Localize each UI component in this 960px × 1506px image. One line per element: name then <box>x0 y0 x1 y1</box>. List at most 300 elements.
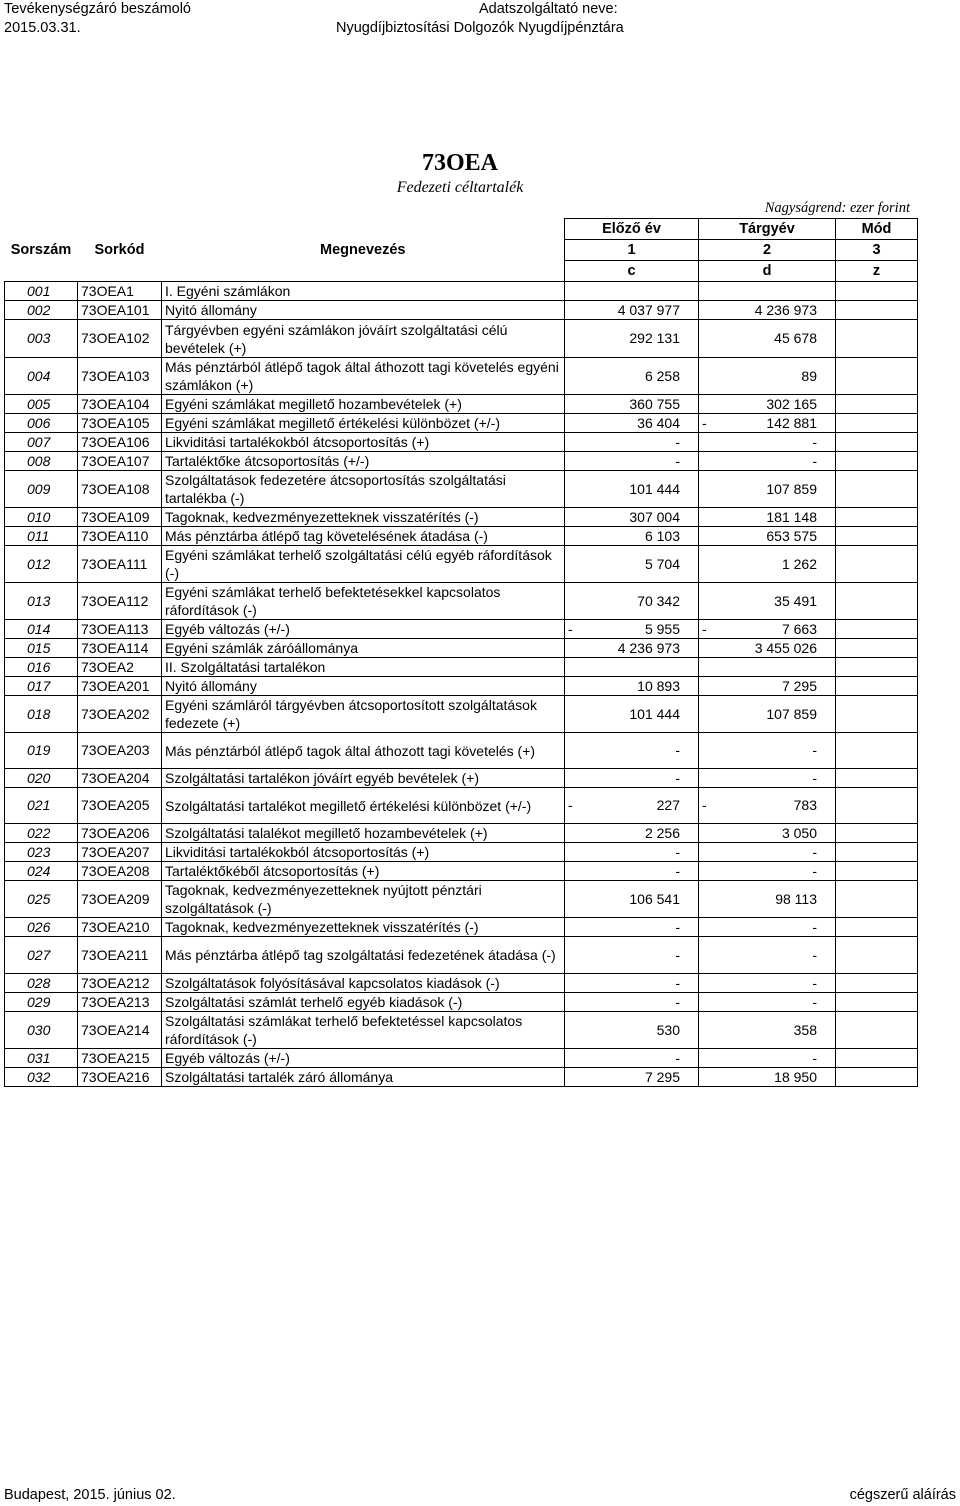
row-number: 014 <box>5 620 78 639</box>
value-text: 5 955 <box>644 620 680 637</box>
row-current-year-value <box>699 282 836 301</box>
row-current-year-value <box>699 639 836 658</box>
row-code: 73OEA206 <box>78 824 162 843</box>
row-number: 006 <box>5 414 78 433</box>
value-text: 783 <box>793 797 817 813</box>
col-letter-c: c <box>565 261 699 282</box>
table-row <box>5 733 918 769</box>
row-name: Szolgáltatások fedezetére átcsoportosítás szolgáltatási tartalékba (-) <box>162 471 565 508</box>
row-mod-value <box>836 769 918 788</box>
value-text: 292 131 <box>629 330 680 346</box>
table-row <box>5 358 918 395</box>
value-text: - <box>675 993 680 1010</box>
units-note: Nagyságrend: ezer forint <box>764 200 910 216</box>
row-current-year-value <box>699 993 836 1012</box>
row-code: 73OEA110 <box>78 527 162 546</box>
table-row <box>5 301 918 320</box>
value-text: 360 755 <box>629 395 680 412</box>
row-name: Nyitó állomány <box>162 677 565 696</box>
row-name: Egyéni számlákat terhelő befektetésekkel kapcsolatos ráfordítások (-) <box>162 583 565 620</box>
row-code: 73OEA102 <box>78 320 162 358</box>
value-text: 302 165 <box>766 395 817 412</box>
row-mod-value <box>836 433 918 452</box>
row-code: 73OEA105 <box>78 414 162 433</box>
header-blank <box>78 219 162 240</box>
value-text: 101 444 <box>629 480 680 497</box>
row-prev-year-value <box>565 993 699 1012</box>
row-mod-value <box>836 508 918 527</box>
row-prev-year-value <box>565 508 699 527</box>
value-text: 89 <box>801 367 817 384</box>
row-code: 73OEA111 <box>78 546 162 583</box>
row-code: 73OEA211 <box>78 937 162 974</box>
value-text: - <box>812 993 817 1010</box>
table-row <box>5 508 918 527</box>
row-code: 73OEA106 <box>78 433 162 452</box>
value-text: - <box>675 918 680 935</box>
row-code: 73OEA201 <box>78 677 162 696</box>
table-row <box>5 658 918 677</box>
table-row <box>5 320 918 358</box>
row-number: 005 <box>5 395 78 414</box>
row-name: Szolgáltatási számlát terhelő egyéb kiadások (-) <box>162 993 565 1012</box>
col-letter-d: d <box>699 261 836 282</box>
value-text: 653 575 <box>766 527 817 544</box>
row-mod-value <box>836 583 918 620</box>
row-code: 73OEA108 <box>78 471 162 508</box>
row-code: 73OEA103 <box>78 358 162 395</box>
row-name: Tagoknak, kedvezményezetteknek visszatérítés (-) <box>162 508 565 527</box>
row-prev-year-value <box>565 358 699 395</box>
row-name: Más pénztárba átlépő tag szolgáltatási fedezetének átadása (-) <box>162 937 565 974</box>
table-row <box>5 843 918 862</box>
row-prev-year-value <box>565 471 699 508</box>
row-mod-value <box>836 974 918 993</box>
row-current-year-value <box>699 414 836 433</box>
row-number: 009 <box>5 471 78 508</box>
row-mod-value <box>836 471 918 508</box>
negative-sign: - <box>568 620 573 637</box>
row-name: Nyitó állomány <box>162 301 565 320</box>
row-number: 018 <box>5 696 78 733</box>
row-prev-year-value <box>565 862 699 881</box>
row-mod-value <box>836 696 918 733</box>
row-prev-year-value <box>565 733 699 769</box>
row-mod-value <box>836 824 918 843</box>
col-letter-z: z <box>836 261 918 282</box>
row-mod-value <box>836 843 918 862</box>
row-current-year-value <box>699 301 836 320</box>
row-prev-year-value <box>565 658 699 677</box>
row-name: Más pénztárból átlépő tagok által áthozott tagi követelés (+) <box>162 733 565 769</box>
row-number: 001 <box>5 282 78 301</box>
row-prev-year-value <box>565 1012 699 1049</box>
row-code: 73OEA210 <box>78 918 162 937</box>
row-prev-year-value <box>565 301 699 320</box>
col-mod: Mód <box>836 219 918 240</box>
row-number: 030 <box>5 1012 78 1049</box>
row-mod-value <box>836 546 918 583</box>
page-subtitle: Fedezeti céltartalék <box>396 179 524 196</box>
row-name: Szolgáltatási talalékot megillető hozambevételek (+) <box>162 824 565 843</box>
value-text: - <box>812 862 817 879</box>
value-text: - <box>675 862 680 879</box>
row-number: 022 <box>5 824 78 843</box>
row-name: Más pénztárból átlépő tagok által áthozott tagi követelés egyéni számlákon (+) <box>162 358 565 395</box>
value-text: - <box>812 433 817 450</box>
value-text: - <box>812 946 817 963</box>
row-number: 020 <box>5 769 78 788</box>
row-code: 73OEA209 <box>78 881 162 918</box>
row-prev-year-value <box>565 282 699 301</box>
value-text: - <box>675 433 680 450</box>
row-code: 73OEA1 <box>78 282 162 301</box>
row-mod-value <box>836 881 918 918</box>
value-text: 307 004 <box>629 508 680 525</box>
row-code: 73OEA202 <box>78 696 162 733</box>
row-name: Likviditási tartalékokból átcsoportosítás (+) <box>162 843 565 862</box>
row-code: 73OEA203 <box>78 733 162 769</box>
row-current-year-value <box>699 862 836 881</box>
value-text: 6 258 <box>644 367 680 384</box>
row-prev-year-value <box>565 527 699 546</box>
row-number: 017 <box>5 677 78 696</box>
row-current-year-value <box>699 974 836 993</box>
value-text: - <box>675 1049 680 1066</box>
value-text: 7 295 <box>781 677 817 694</box>
row-prev-year-value <box>565 414 699 433</box>
col-prev-year: Előző év <box>565 219 699 240</box>
row-mod-value <box>836 358 918 395</box>
row-number: 028 <box>5 974 78 993</box>
row-prev-year-value <box>565 769 699 788</box>
header-blank <box>162 219 565 240</box>
row-current-year-value <box>699 620 836 639</box>
row-current-year-value <box>699 395 836 414</box>
table-row <box>5 1068 918 1087</box>
row-current-year-value <box>699 583 836 620</box>
value-text: 3 455 026 <box>754 639 817 656</box>
row-prev-year-value <box>565 1049 699 1068</box>
header-blank <box>162 261 565 282</box>
row-code: 73OEA2 <box>78 658 162 677</box>
col-sorszam: Sorszám <box>10 241 72 258</box>
row-prev-year-value <box>565 639 699 658</box>
row-code: 73OEA208 <box>78 862 162 881</box>
row-code: 73OEA101 <box>78 301 162 320</box>
row-number: 013 <box>5 583 78 620</box>
row-current-year-value <box>699 881 836 918</box>
value-text: 530 <box>656 1021 680 1038</box>
row-current-year-value <box>699 658 836 677</box>
row-number: 004 <box>5 358 78 395</box>
row-mod-value <box>836 677 918 696</box>
col-megnevezes: Megnevezés <box>320 241 406 258</box>
row-current-year-value <box>699 918 836 937</box>
row-prev-year-value <box>565 546 699 583</box>
row-current-year-value <box>699 320 836 358</box>
row-current-year-value <box>699 733 836 769</box>
value-text: 10 893 <box>637 677 680 694</box>
provider-name: Nyugdíjbiztosítási Dolgozók Nyugdíjpénztára <box>336 20 624 36</box>
row-prev-year-value <box>565 918 699 937</box>
row-prev-year-value <box>565 937 699 974</box>
table-row <box>5 639 918 658</box>
row-current-year-value <box>699 1068 836 1087</box>
row-number: 023 <box>5 843 78 862</box>
row-current-year-value <box>699 471 836 508</box>
value-text: 5 704 <box>644 555 680 572</box>
row-prev-year-value <box>565 583 699 620</box>
row-name: II. Szolgáltatási tartalékon <box>162 658 565 677</box>
row-mod-value <box>836 452 918 471</box>
report-date: 2015.03.31. <box>4 20 81 36</box>
value-text: 4 236 973 <box>754 301 817 318</box>
row-number: 015 <box>5 639 78 658</box>
value-text: - <box>812 843 817 860</box>
row-name: Szolgáltatási tartalék záró állománya <box>162 1068 565 1087</box>
row-mod-value <box>836 918 918 937</box>
header-blank <box>78 261 162 282</box>
row-current-year-value <box>699 433 836 452</box>
header-blank <box>5 219 78 240</box>
negative-sign: - <box>702 620 707 637</box>
row-current-year-value <box>699 769 836 788</box>
value-text: 7 295 <box>644 1068 680 1085</box>
page-title: 73OEA <box>421 150 498 176</box>
value-text: 6 103 <box>644 527 680 544</box>
row-name: Tartaléktőke átcsoportosítás (+/-) <box>162 452 565 471</box>
row-mod-value <box>836 639 918 658</box>
table-row <box>5 918 918 937</box>
row-mod-value <box>836 527 918 546</box>
value-text: - <box>812 742 817 758</box>
row-name: Egyéni számlákat terhelő szolgáltatási célú egyéb ráfordítások (-) <box>162 546 565 583</box>
row-number: 026 <box>5 918 78 937</box>
value-text: 7 663 <box>781 620 817 637</box>
row-number: 032 <box>5 1068 78 1087</box>
row-name: Más pénztárba átlépő tag követelésének átadása (-) <box>162 527 565 546</box>
row-name: Likviditási tartalékokból átcsoportosítás (+) <box>162 433 565 452</box>
row-name: Szolgáltatási tartalékon jóváírt egyéb bevételek (+) <box>162 769 565 788</box>
row-code: 73OEA214 <box>78 1012 162 1049</box>
table-row <box>5 583 918 620</box>
negative-sign: - <box>568 797 573 813</box>
row-number: 011 <box>5 527 78 546</box>
value-text: 142 881 <box>766 414 817 431</box>
value-text: 181 148 <box>766 508 817 525</box>
row-number: 010 <box>5 508 78 527</box>
row-number: 003 <box>5 320 78 358</box>
negative-sign: - <box>702 414 707 431</box>
table-row <box>5 282 918 301</box>
table-row <box>5 788 918 824</box>
row-number: 019 <box>5 733 78 769</box>
table-row <box>5 677 918 696</box>
value-text: 107 859 <box>766 705 817 722</box>
row-code: 73OEA205 <box>78 788 162 824</box>
row-mod-value <box>836 1068 918 1087</box>
value-text: 1 262 <box>781 555 817 572</box>
table-row <box>5 862 918 881</box>
row-prev-year-value <box>565 452 699 471</box>
row-code: 73OEA212 <box>78 974 162 993</box>
row-code: 73OEA213 <box>78 993 162 1012</box>
row-prev-year-value <box>565 974 699 993</box>
row-number: 024 <box>5 862 78 881</box>
row-prev-year-value <box>565 395 699 414</box>
table-row <box>5 769 918 788</box>
table-row <box>5 696 918 733</box>
row-prev-year-value <box>565 843 699 862</box>
row-current-year-value <box>699 1012 836 1049</box>
row-mod-value <box>836 937 918 974</box>
row-current-year-value <box>699 358 836 395</box>
table-row <box>5 937 918 974</box>
row-mod-value <box>836 658 918 677</box>
table-row <box>5 433 918 452</box>
value-text: 227 <box>656 797 680 813</box>
row-current-year-value <box>699 527 836 546</box>
row-mod-value <box>836 862 918 881</box>
table-row <box>5 1049 918 1068</box>
table-row <box>5 471 918 508</box>
row-mod-value <box>836 993 918 1012</box>
table-row <box>5 546 918 583</box>
row-code: 73OEA204 <box>78 769 162 788</box>
row-mod-value <box>836 282 918 301</box>
value-text: 106 541 <box>629 890 680 907</box>
table-row <box>5 824 918 843</box>
row-mod-value <box>836 620 918 639</box>
value-text: - <box>812 1049 817 1066</box>
row-code: 73OEA113 <box>78 620 162 639</box>
row-current-year-value <box>699 696 836 733</box>
row-mod-value <box>836 395 918 414</box>
row-prev-year-value <box>565 1068 699 1087</box>
row-current-year-value <box>699 788 836 824</box>
col-sorkod: Sorkód <box>94 241 145 258</box>
row-code: 73OEA109 <box>78 508 162 527</box>
row-code: 73OEA216 <box>78 1068 162 1087</box>
row-current-year-value <box>699 452 836 471</box>
col-current-year: Tárgyév <box>699 219 836 240</box>
row-code: 73OEA215 <box>78 1049 162 1068</box>
row-current-year-value <box>699 824 836 843</box>
row-current-year-value <box>699 843 836 862</box>
row-mod-value <box>836 301 918 320</box>
row-code: 73OEA114 <box>78 639 162 658</box>
value-text: 2 256 <box>644 824 680 841</box>
row-name: Szolgáltatási tartalékot megillető értékelési különbözet (+/-) <box>162 788 565 824</box>
value-text: 18 950 <box>774 1068 817 1085</box>
row-number: 002 <box>5 301 78 320</box>
row-number: 008 <box>5 452 78 471</box>
table-row <box>5 414 918 433</box>
row-code: 73OEA112 <box>78 583 162 620</box>
value-text: - <box>675 946 680 963</box>
value-text: - <box>675 974 680 991</box>
provider-label: Adatszolgáltató neve: <box>479 1 618 17</box>
row-current-year-value <box>699 1049 836 1068</box>
row-current-year-value <box>699 508 836 527</box>
row-mod-value <box>836 788 918 824</box>
row-code: 73OEA104 <box>78 395 162 414</box>
row-prev-year-value <box>565 677 699 696</box>
value-text: 101 444 <box>629 705 680 722</box>
value-text: 45 678 <box>774 330 817 346</box>
row-name: Tagoknak, kedvezményezetteknek nyújtott pénztári szolgáltatások (-) <box>162 881 565 918</box>
row-code: 73OEA107 <box>78 452 162 471</box>
row-number: 016 <box>5 658 78 677</box>
table-row <box>5 993 918 1012</box>
row-name: Egyéni számláról tárgyévben átcsoportosított szolgáltatások fedezete (+) <box>162 696 565 733</box>
footer-place-date: Budapest, 2015. június 02. <box>4 1487 176 1503</box>
row-mod-value <box>836 733 918 769</box>
value-text: 4 236 973 <box>617 639 680 656</box>
row-name: Egyéni számlákat megillető hozambevételek (+) <box>162 395 565 414</box>
row-mod-value <box>836 1049 918 1068</box>
value-text: 98 113 <box>775 890 817 907</box>
row-mod-value <box>836 1012 918 1049</box>
row-name: Egyéni számlák záróállománya <box>162 639 565 658</box>
footer-signature: cégszerű aláírás <box>849 1487 956 1503</box>
row-current-year-value <box>699 937 836 974</box>
table-row <box>5 452 918 471</box>
row-current-year-value <box>699 546 836 583</box>
value-text: 4 037 977 <box>617 301 680 318</box>
table-row <box>5 620 918 639</box>
row-name: I. Egyéni számlákon <box>162 282 565 301</box>
row-prev-year-value <box>565 824 699 843</box>
row-prev-year-value <box>565 433 699 452</box>
row-name: Egyéb változás (+/-) <box>162 620 565 639</box>
value-text: 358 <box>793 1021 817 1038</box>
value-text: 70 342 <box>637 592 680 609</box>
value-text: 36 404 <box>637 414 680 431</box>
row-number: 027 <box>5 937 78 974</box>
col-index-3: 3 <box>836 240 918 261</box>
row-name: Tagoknak, kedvezményezetteknek visszatérítés (-) <box>162 918 565 937</box>
value-text: - <box>812 974 817 991</box>
negative-sign: - <box>702 797 707 813</box>
col-index-1: 1 <box>565 240 699 261</box>
row-number: 025 <box>5 881 78 918</box>
row-mod-value <box>836 320 918 358</box>
row-prev-year-value <box>565 320 699 358</box>
row-prev-year-value <box>565 881 699 918</box>
report-title: Tevékenységzáró beszámoló <box>4 1 191 17</box>
row-name: Szolgáltatási számlákat terhelő befektetéssel kapcsolatos ráfordítások (-) <box>162 1012 565 1049</box>
row-prev-year-value <box>565 788 699 824</box>
data-table <box>4 218 918 1087</box>
value-text: - <box>675 843 680 860</box>
value-text: 3 050 <box>781 824 817 841</box>
value-text: - <box>675 769 680 786</box>
table-row <box>5 395 918 414</box>
row-prev-year-value <box>565 696 699 733</box>
table-row <box>5 881 918 918</box>
header-blank <box>5 261 78 282</box>
value-text: - <box>812 452 817 469</box>
value-text: - <box>812 769 817 786</box>
row-number: 029 <box>5 993 78 1012</box>
col-index-2: 2 <box>699 240 836 261</box>
value-text: - <box>675 452 680 469</box>
row-name: Egyéni számlákat megillető értékelési különbözet (+/-) <box>162 414 565 433</box>
row-code: 73OEA207 <box>78 843 162 862</box>
row-prev-year-value <box>565 620 699 639</box>
